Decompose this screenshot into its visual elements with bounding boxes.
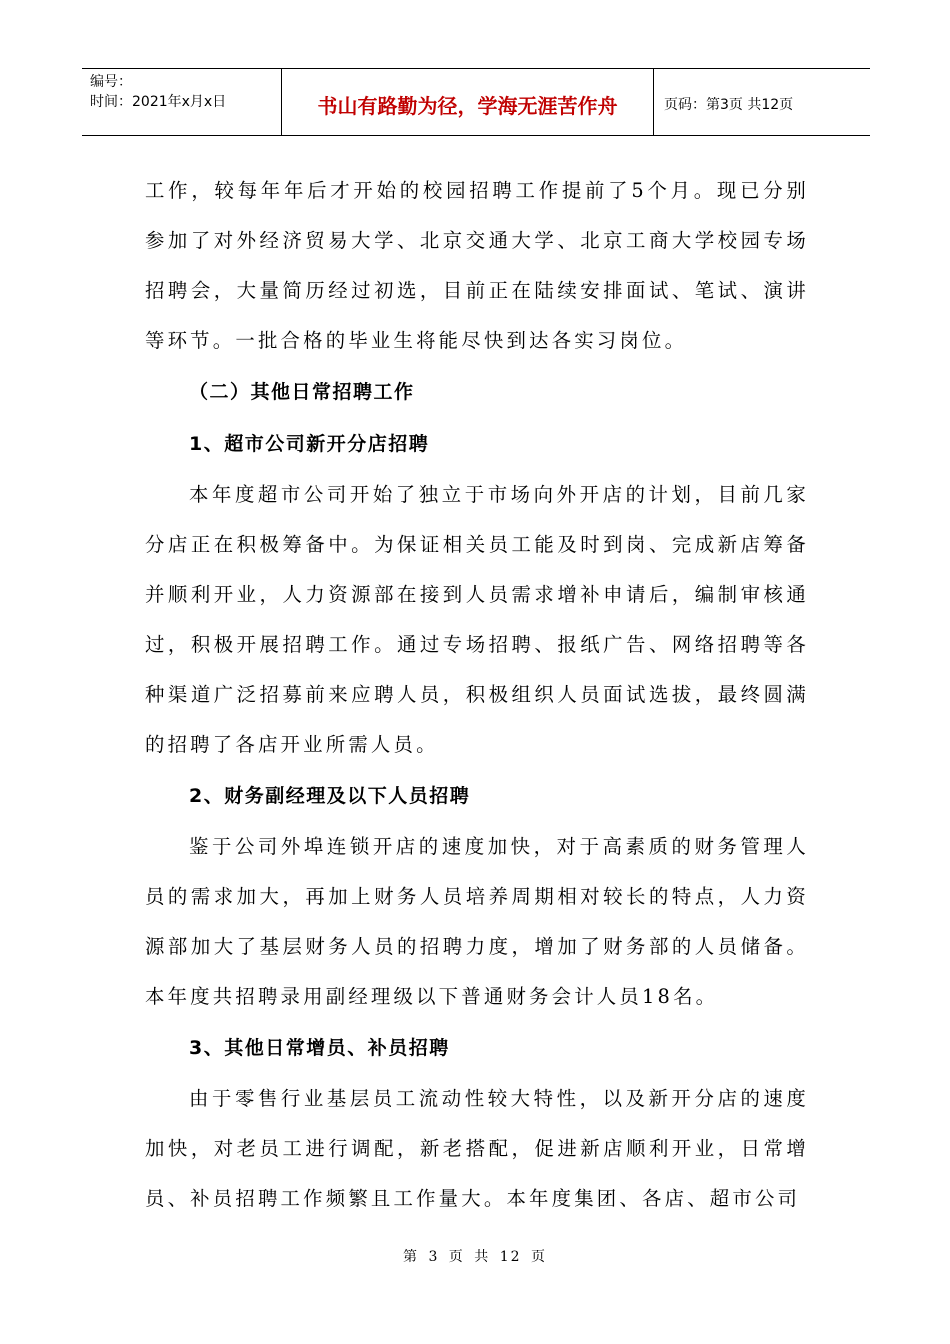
subheading-finance-recruiting: 2、财务副经理及以下人员招聘 [189, 785, 471, 807]
paragraph-supermarket-stores: 本年度超市公司开始了独立于市场向外开店的计划，目前几家分店正在积极筹备中。为保证相关员工能及时到岗、完成新店筹备并顺利开业，人力资源部在接到人员需求增补申请后，编制审核通过，积极开展招聘工作。通过专场招聘、报纸广告、网络招聘等各种渠道广泛招募前来应聘人员，积极组织人员面试选拔，最终圆满的招聘了各店开业所需人员。 [145, 483, 809, 756]
document-body [145, 166, 809, 1224]
header-meta-cell [82, 69, 282, 135]
subheading-daily-recruiting: 3、其他日常增员、补员招聘 [189, 1037, 450, 1059]
paragraph-finance-recruiting: 鉴于公司外埠连锁开店的速度加快，对于高素质的财务管理人员的需求加大，再加上财务人员培养周期相对较长的特点，人力资源部加大了基层财务人员的招聘力度，增加了财务部的人员储备。本年度共招聘录用副经理级以下普通财务会计人员18名。 [145, 835, 809, 1008]
paragraph-campus-recruiting: 工作，较每年年后才开始的校园招聘工作提前了5个月。现已分别参加了对外经济贸易大学、北京交通大学、北京工商大学校园专场招聘会，大量简历经过初选，目前正在陆续安排面试、笔试、演讲等环节。一批合格的毕业生将能尽快到达各实习岗位。 [145, 179, 809, 352]
page-footer-number: 第 3 页 共 12 页 [403, 1249, 547, 1265]
paragraph-daily-recruiting: 由于零售行业基层员工流动性较大特性，以及新开分店的速度加快，对老员工进行调配，新老搭配，促进新店顺利开业，日常增员、补员招聘工作频繁且工作量大。本年度集团、各店、超市公司 [145, 1087, 809, 1210]
document-number-label: 编号： [90, 74, 132, 90]
page-header [82, 68, 870, 136]
subheading-supermarket-stores: 1、超市公司新开分店招聘 [189, 433, 430, 455]
document-date: 时间：2021年x月x日 [90, 94, 227, 110]
section-heading-other-recruiting: （二）其他日常招聘工作 [189, 381, 415, 403]
header-motto: 书山有路勤为径，学海无涯苦作舟 [282, 69, 654, 135]
header-page-info: 页码：第3页 共12页 [664, 97, 794, 113]
